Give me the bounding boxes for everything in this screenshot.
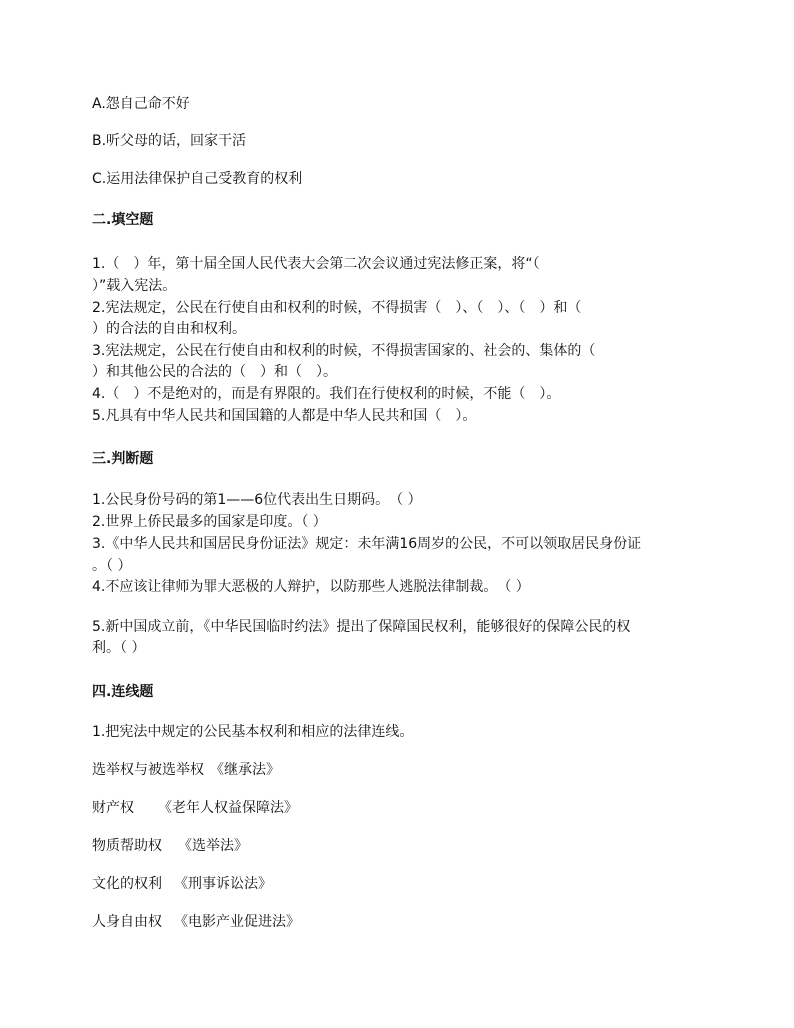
matching-row bbox=[92, 798, 298, 818]
fill-blank-line: ）和其他公民的合法的（ ）和（ ）。 bbox=[92, 364, 337, 380]
matching-right-item: 物质帮助权 bbox=[92, 838, 162, 854]
fill-blank-line: 3.宪法规定，公民在行使自由和权利的时候，不得损害国家的、社会的、集体的（ bbox=[92, 343, 596, 359]
matching-row bbox=[92, 836, 248, 856]
fill-blank-line: ）的合法的自由和权利。 bbox=[92, 321, 246, 337]
matching-right-item: 文化的权利 bbox=[92, 876, 162, 892]
matching-law-item: 《老年人权益保障法》 bbox=[158, 800, 298, 816]
judgment-line: 5.新中国成立前，《中华民国临时约法》提出了保障国民权利，能够很好的保障公民的权 bbox=[92, 619, 631, 635]
matching-row bbox=[92, 912, 300, 932]
judgment-line: 2.世界上侨民最多的国家是印度。（ ） bbox=[92, 514, 327, 530]
section-fill-blank-title: 二.填空题 bbox=[92, 212, 154, 228]
fill-blank-line: 1.（ ）年，第十届全国人民代表大会第二次会议通过宪法修正案，将“（ bbox=[92, 256, 540, 272]
fill-blank-line: 2.宪法规定，公民在行使自由和权利的时候，不得损害（ ）、（ ）、（ ）和（ bbox=[92, 300, 582, 316]
option-b: B.听父母的话，回家干活 bbox=[92, 133, 247, 149]
judgment-line: 1.公民身份号码的第1——6位代表出生日期码。 （ ） bbox=[92, 492, 422, 508]
judgment-line: 3.《中华人民共和国居民身份证法》规定：未年满16周岁的公民，不可以领取居民身份证 bbox=[92, 536, 642, 552]
section-judgment-title: 三.判断题 bbox=[92, 451, 154, 467]
matching-row bbox=[92, 760, 280, 780]
matching-row bbox=[92, 874, 272, 894]
option-a: A.怨自己命不好 bbox=[92, 96, 190, 112]
matching-law-item: 《选举法》 bbox=[178, 838, 248, 854]
matching-right-item: 选举权与被选举权 bbox=[92, 762, 204, 778]
fill-blank-line: 5.凡具有中华人民共和国国籍的人都是中华人民共和国（ ）。 bbox=[92, 408, 477, 424]
fill-blank-line: ）”载入宪法。 bbox=[92, 278, 177, 294]
judgment-line: 4.不应该让律师为罪大恶极的人辩护，以防那些人逃脱法律制裁。 （ ） bbox=[92, 579, 530, 595]
matching-law-item: 《电影产业促进法》 bbox=[174, 914, 300, 930]
judgment-line: 利。（ ） bbox=[92, 640, 146, 656]
matching-law-item: 《继承法》 bbox=[210, 762, 280, 778]
judgment-line: 。（ ） bbox=[92, 558, 132, 574]
fill-blank-line: 4.（ ）不是绝对的，而是有界限的。我们在行使权利的时候，不能（ ）。 bbox=[92, 386, 561, 402]
matching-law-item: 《刑事诉讼法》 bbox=[174, 876, 272, 892]
option-c: C.运用法律保护自己受教育的权利 bbox=[92, 171, 303, 187]
section-matching-title: 四.连线题 bbox=[92, 684, 154, 700]
matching-right-item: 财产权 bbox=[92, 800, 134, 816]
matching-right-item: 人身自由权 bbox=[92, 914, 162, 930]
matching-question: 1.把宪法中规定的公民基本权利和相应的法律连线。 bbox=[92, 724, 414, 740]
